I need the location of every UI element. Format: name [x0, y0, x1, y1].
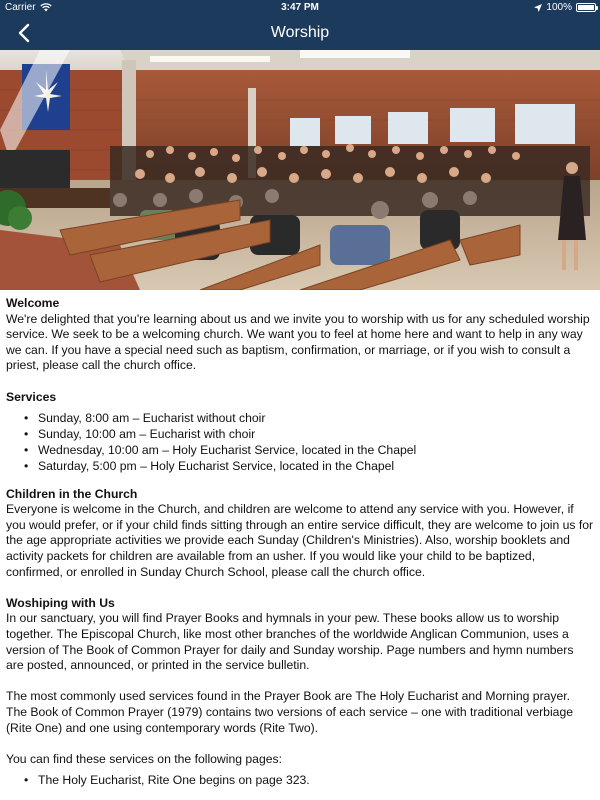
battery-percent: 100% [546, 2, 572, 13]
services-list [6, 411, 594, 475]
sanctuary-illustration [0, 50, 600, 290]
worshiping-text-2: The most commonly used services found in the Prayer Book are The Holy Eucharist and Morning prayer. The Book of Common Prayer (1979) contains two versions of each service – one with traditional verbiage (Rite One) and one using contemporary words (Rite Two). [6, 689, 574, 735]
list-item: • Sunday, 10:00 am – Eucharist with choir [24, 427, 594, 443]
list-item: • Wednesday, 10:00 am – Holy Eucharist Service, located in the Chapel [24, 443, 594, 459]
children-heading: Children in the Church [6, 486, 138, 501]
worshiping-text-3: You can find these services on the following pages: [6, 751, 282, 766]
battery-icon [576, 3, 596, 12]
list-item: • Sunday, 8:00 am – Eucharist without choir [24, 411, 594, 427]
worshiping-text-1: In our sanctuary, you will find Prayer Books and hymnals in your pew. These books allow us to worship together. The Episcopal Church, like most other branches of the worldwide Anglican Communion, uses a version of The Book of Common Prayer for daily and Sunday worship. Page numbers and hymn numbers are posted, announced, or printed in the service bulletin. [6, 611, 574, 673]
status-bar [0, 0, 600, 16]
list-item: • The Holy Eucharist, Rite One begins on page 323. [24, 773, 594, 789]
status-right [534, 2, 596, 13]
welcome-heading: Welcome [6, 296, 60, 310]
worshiping-heading: Woshiping with Us [6, 595, 115, 610]
welcome-text: We're delighted that you're learning about us and we invite you to worship with us for any scheduled worship service. We seek to be a welcoming church. We want you to feel at home here and want to help in any way we can. If you have a special need such as baptism, confirmation, or marriage, or if you wish to consult a priest, please call the church office. [6, 311, 590, 373]
carrier-label: Carrier [5, 2, 36, 13]
pages-list [6, 773, 594, 789]
children-text: Everyone is welcome in the Church, and children are welcome to attend any service with you. However, if you would prefer, or if your child finds sitting through an entire service difficult, they are welcome to join us for the age appropriate activities we provide each Sunday (Children's Ministries). Also, worship booklets and activity packets for children are available from an usher. If you would like your child to be baptized, confirmed, or enrolled in Sunday Church School, please call the church office. [6, 502, 594, 579]
location-arrow-icon [534, 4, 542, 12]
clock: 3:47 PM [281, 2, 319, 13]
hero-image [0, 50, 600, 290]
nav-bar [0, 16, 600, 50]
list-item: • Saturday, 5:00 pm – Holy Eucharist Service, located in the Chapel [24, 459, 594, 475]
page-title: Worship [270, 24, 330, 41]
services-heading: Services [6, 389, 57, 404]
content-body [6, 296, 594, 800]
